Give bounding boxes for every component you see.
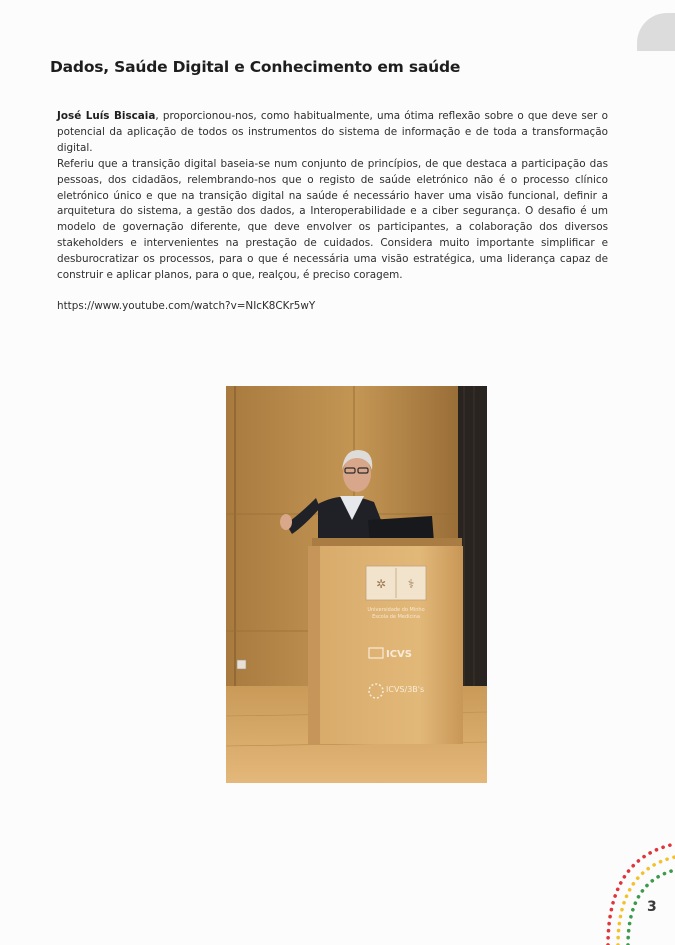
article-body — [57, 109, 608, 315]
podium-icvs-text: ICVS — [386, 649, 413, 660]
section-heading: Dados, Saúde Digital e Conhecimento em saúde — [50, 58, 461, 76]
video-link[interactable]: https://www.youtube.com/watch?v=NIcK8CKr5wY — [57, 299, 316, 312]
corner-dotted-arcs-decoration — [590, 830, 675, 945]
main-paragraph: Referiu que a transição digital baseia-se num conjunto de princípios, de que destaca a participação das pessoas, dos cidadãos, relembrando-nos que o registo de saúde eletrónico não é o processo clínico eletrónico único e que na transição digital na saúde é necessário haver uma visão funcional, definir a arquitetura do sistema, a gestão dos dados, a Interoperabilidade e a ciber segurança. O desafio é um modelo de governação diferente, que deve envolver os participantes, a colaboração dos diversos stakeholders e intervenientes na prestação de cuidados. Considera muito importante simplificar e desburocratizar os processos, para o que é necessária uma visão estratégica, uma liderança capaz de construir e aplicar planos, para o que, realçou, é preciso coragem. — [57, 157, 608, 282]
page-number: 3 — [647, 899, 657, 915]
podium-icvs3bs-text: ICVS/3B's — [386, 685, 425, 694]
author-name: José Luís Biscaia — [57, 110, 156, 122]
intro-text: , proporcionou-nos, como habitualmente, uma ótima reflexão sobre o que deve ser o potencial da aplicação de todos os instrumentos do sistema de informação e de toda a transformação digital. — [57, 110, 608, 154]
intro-paragraph — [57, 109, 608, 157]
svg-text:⚕: ⚕ — [407, 577, 415, 591]
corner-tab-decoration — [637, 13, 675, 51]
podium-university-text: Universidade do Minho — [367, 607, 425, 613]
podium-school-text: Escola de Medicina — [372, 614, 420, 620]
svg-text:✲: ✲ — [375, 577, 387, 591]
speaker-photo — [226, 386, 487, 783]
